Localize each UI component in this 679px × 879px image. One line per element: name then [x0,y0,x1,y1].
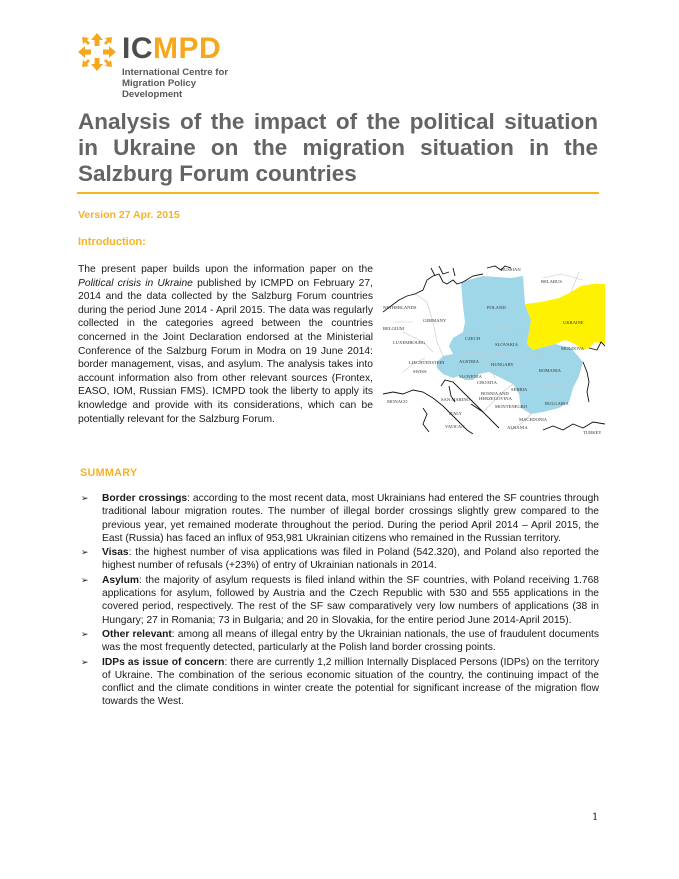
version-label: Version 27 Apr. 2015 [78,209,180,221]
map-label-swiss: SWISS [413,369,427,374]
arrow-bullet-icon: ➢ [81,574,89,585]
summary-item-text: : according to the most recent data, most Ukrainians had entered the SF countries through traditional labour migration routes. The number of illegal border crossings slightly grew compared to the previous year, yet remained moderate throughout the period. During the period April 2014 – April 2015, the East (Russia) has faced an influx of 953,981 Ukrainian citizens who remained in the Russian territory. [102,493,600,544]
map-label-vatican: VATICAN [445,424,465,429]
map-label-bosnia-2: HERZEGOVINA [479,396,512,401]
intro-text-1: The present paper builds upon the information paper on the [78,264,373,275]
map-label-austria: AUSTRIA [459,359,479,364]
map-label-ukraine: UKRAINE [563,320,584,325]
summary-list [78,492,599,710]
introduction-heading: Introduction: [78,236,146,248]
summary-item-text: : there are currently 1,2 million Internally Displaced Persons (IDPs) on the territory of Ukraine. The combination of the serious economic situation of the country, the continuing impact of the conflict and the climate conditions in winter create the potential for significant increase of the migration flow towards the West. [102,656,599,708]
map-label-turkey: TURKEY [583,430,602,434]
summary-item-border-crossings [78,492,599,545]
map-label-croatia: CROATIA [477,380,497,385]
arrow-bullet-icon: ➢ [81,628,89,639]
logo-ic: IC [122,32,153,65]
document-title: Analysis of the impact of the political situation in Ukraine on the migration situation in the Salzburg Forum countries [78,109,598,186]
logo-subtitle-line2: Migration Policy Development [122,78,197,100]
summary-item-asylum [78,574,599,627]
summary-item-visas [78,546,599,573]
map-label-slovakia: SLOVAKIA [495,342,518,347]
intro-italic: Political crisis in Ukraine [78,277,193,289]
summary-item-label: Other relevant [102,628,172,640]
map-label-liechtenstein: LIECHTENSTEIN [409,360,445,365]
icmpd-logo [76,27,256,100]
map-label-montenegro: MONTENEGRO [495,404,528,409]
map-label-monaco: MONACO [387,399,408,404]
logo-subtitle-line1: International Centre for [122,67,229,78]
map-label-slovenia: SLOVENIA [459,374,482,379]
map-label-luxembourg: LUXEMBOURG [393,340,426,345]
region-map [383,262,605,434]
summary-item-text: : the majority of asylum requests is filed inland within the SF countries, with Poland receiving 1.768 applications for asylum, followed by Austria and the Czech Republic with 530 and 555 applications in the covered period, respectively. The rest of the SF saw comparatively very low numbers of applications (38 in Hungary; 27 in Romania; 73 in Bulgaria; and 20 in Slovakia, for the entire period June 2014-April 2015). [102,574,599,626]
arrow-bullet-icon: ➢ [81,656,89,667]
intro-text-2: published by ICMPD on February 27, 2014 and the data collected by the Salzburg Forum countries during the period June 2014 - April 2015. The data was regularly collected in the categories agreed between the countries concerned in the Joint Declaration endorsed at the Ministerial Conference of the Salzburg Forum in Modra on 19 June 2014: border management, visas, and asylum. The analysis takes into account information also from other relevant sources (Frontex, EASO, IOM, Russian FMS). ICMPD took the liberty to apply its knowledge and provide with its considerations, which can be potentially relevant for the Salzburg Forum. [78,277,373,425]
map-label-moldova: MOLDOVA [561,346,584,351]
summary-item-label: Asylum [102,574,140,586]
title-divider [77,192,599,194]
map-label-romania: ROMANIA [539,368,561,373]
map-label-serbia: SERBIA [511,387,528,392]
introduction-paragraph [78,263,373,426]
page-number: 1 [592,812,599,823]
map-label-czech: CZECH [465,336,481,341]
summary-item-label: Border crossings [102,493,188,504]
map-label-netherlands: NETHERLANDS [383,305,417,310]
map-label-poland: POLAND [487,305,506,310]
map-label-albania: ALBANIA [507,425,528,430]
summary-item-text: : among all means of illegal entry by the Ukrainian nationals, the use of fraudulent documents was the most frequently detected, particularly at the Polish land border crossing points. [102,628,599,654]
logo-mpd: MPD [153,32,222,65]
map-label-hungary: HUNGARY [491,362,514,367]
map-label-russian: RUSSIAN [501,267,521,272]
logo-wordmark [122,33,221,65]
summary-item-text: : the highest number of visa applications was filed in Poland (542.320), and Poland also reported the highest number of refusals (+23%) of entry of Ukrainian nationals in 2014. [102,547,599,572]
map-label-bulgaria: BULGARIA [545,401,569,406]
logo-subtitle [122,67,256,100]
map-label-belgium: BELGIUM [383,326,404,331]
map-label-bosnia-1: BOSNIA AND [481,391,509,396]
summary-item-label: Visas [102,547,129,559]
arrow-bullet-icon: ➢ [81,493,89,503]
arrows-logo-icon [76,31,118,73]
map-label-macedonia: MACEDONIA [519,417,548,422]
map-label-san-marino: SAN MARINO [441,397,470,402]
summary-item-idps [78,656,599,709]
summary-item-label: IDPs as issue of concern [102,656,225,668]
summary-heading: SUMMARY [80,467,138,479]
map-label-germany: GERMANY [423,318,447,323]
map-label-italy: ITALY [449,411,462,416]
arrow-bullet-icon: ➢ [81,547,89,558]
summary-item-other-relevant [78,628,599,655]
map-label-belarus: BELARUS [541,279,562,284]
